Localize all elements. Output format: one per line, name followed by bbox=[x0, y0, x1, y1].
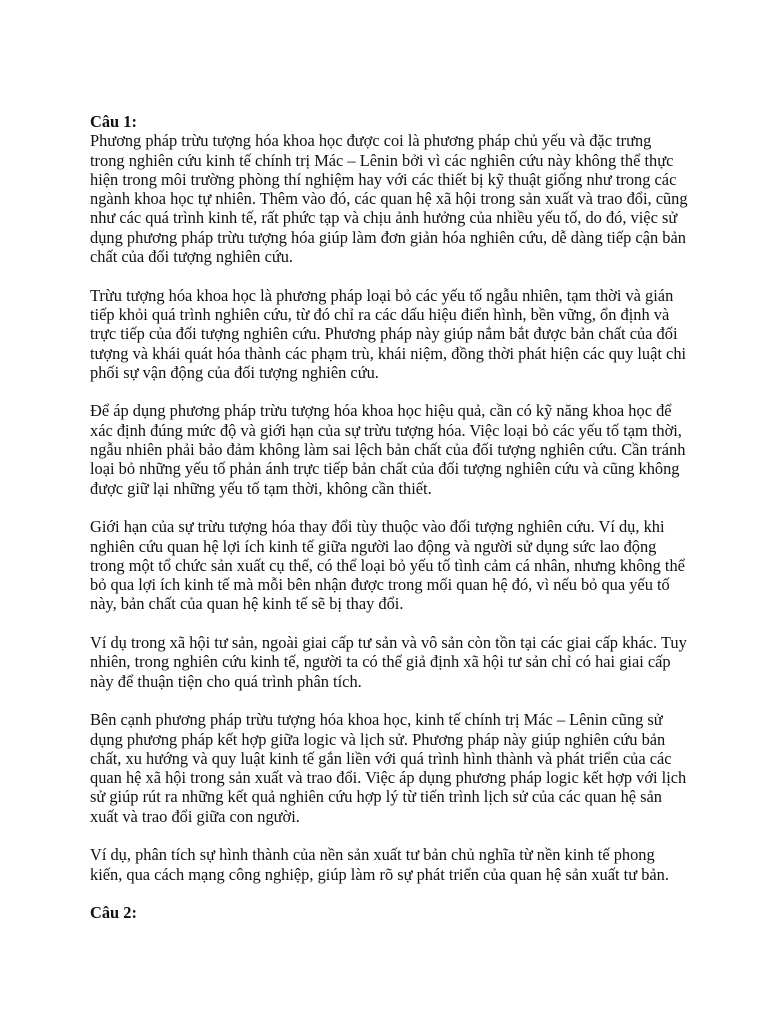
section-heading-cau-1: Câu 1: bbox=[90, 112, 137, 131]
paragraph-7: Ví dụ, phân tích sự hình thành của nền sản xuất tư bản chủ nghĩa từ nền kinh tế phong kiến, qua cách mạng công nghiệp, giúp làm rõ sự phát triển của quan hệ sản xuất tư bản. bbox=[90, 845, 669, 884]
paragraph-5: Ví dụ trong xã hội tư sản, ngoài giai cấp tư sản và vô sản còn tồn tại các giai cấp khác. Tuy nhiên, trong nghiên cứu kinh tế, người ta có thể giả định xã hội tư sản chỉ có hai giai cấp này để thuận tiện cho quá trình phân tích. bbox=[90, 633, 687, 691]
paragraph-6: Bên cạnh phương pháp trừu tượng hóa khoa học, kinh tế chính trị Mác – Lênin cũng sử dụng phương pháp kết hợp giữa logic và lịch sử. Phương pháp này giúp nghiên cứu bản chất, xu hướng và quy luật kinh tế gắn liền với quá trình hình thành và phát triển của các quan hệ xã hội trong sản xuất và trao đổi. Việc áp dụng phương pháp logic kết hợp với lịch sử giúp rút ra những kết quả nghiên cứu hợp lý từ tiến trình lịch sử của các quan hệ sản xuất và trao đổi giữa con người. bbox=[90, 710, 687, 826]
paragraph-4: Giới hạn của sự trừu tượng hóa thay đổi tùy thuộc vào đối tượng nghiên cứu. Ví dụ, khi nghiên cứu quan hệ lợi ích kinh tế giữa người lao động và người sử dụng sức lao động trong một tổ chức sản xuất cụ thể, có thể loại bỏ yếu tố tình cảm cá nhân, nhưng không thể bỏ qua lợi ích kinh tế mà mỗi bên nhận được trong mối quan hệ đó, vì nếu bỏ qua yếu tố này, bản chất của quan hệ kinh tế sẽ bị thay đổi. bbox=[90, 517, 685, 614]
paragraph-1: Phương pháp trừu tượng hóa khoa học được coi là phương pháp chủ yếu và đặc trưng trong nghiên cứu kinh tế chính trị Mác – Lênin bởi vì các nghiên cứu này không thể thực hiện trong môi trường phòng thí nghiệm hay với các thiết bị kỹ thuật giống như trong các ngành khoa học tự nhiên. Thêm vào đó, các quan hệ xã hội trong sản xuất và trao đổi, cũng như các quá trình kinh tế, rất phức tạp và chịu ảnh hưởng của nhiều yếu tố, do đó, việc sử dụng phương pháp trừu tượng hóa giúp làm đơn giản hóa nghiên cứu, dễ dàng tiếp cận bản chất của đối tượng nghiên cứu. bbox=[90, 131, 688, 267]
document-page bbox=[90, 112, 690, 922]
paragraph-2: Trừu tượng hóa khoa học là phương pháp loại bỏ các yếu tố ngẫu nhiên, tạm thời và gián tiếp khỏi quá trình nghiên cứu, từ đó chỉ ra các dấu hiệu điển hình, bền vững, ổn định và trực tiếp của đối tượng nghiên cứu. Phương pháp này giúp nắm bắt được bản chất của đối tượng và khái quát hóa thành các phạm trù, khái niệm, đồng thời phát hiện các quy luật chi phối sự vận động của đối tượng nghiên cứu. bbox=[90, 285, 687, 382]
paragraph-3: Để áp dụng phương pháp trừu tượng hóa khoa học hiệu quả, cần có kỹ năng khoa học để xác định đúng mức độ và giới hạn của sự trừu tượng hóa. Việc loại bỏ các yếu tố tạm thời, ngẫu nhiên phải bảo đảm không làm sai lệch bản chất của đối tượng nghiên cứu. Cần tránh loại bỏ những yếu tố phản ánh trực tiếp bản chất của đối tượng nghiên cứu và cũng không được giữ lại những yếu tố tạm thời, không cần thiết. bbox=[90, 401, 686, 498]
section-heading-cau-2: Câu 2: bbox=[90, 903, 137, 923]
